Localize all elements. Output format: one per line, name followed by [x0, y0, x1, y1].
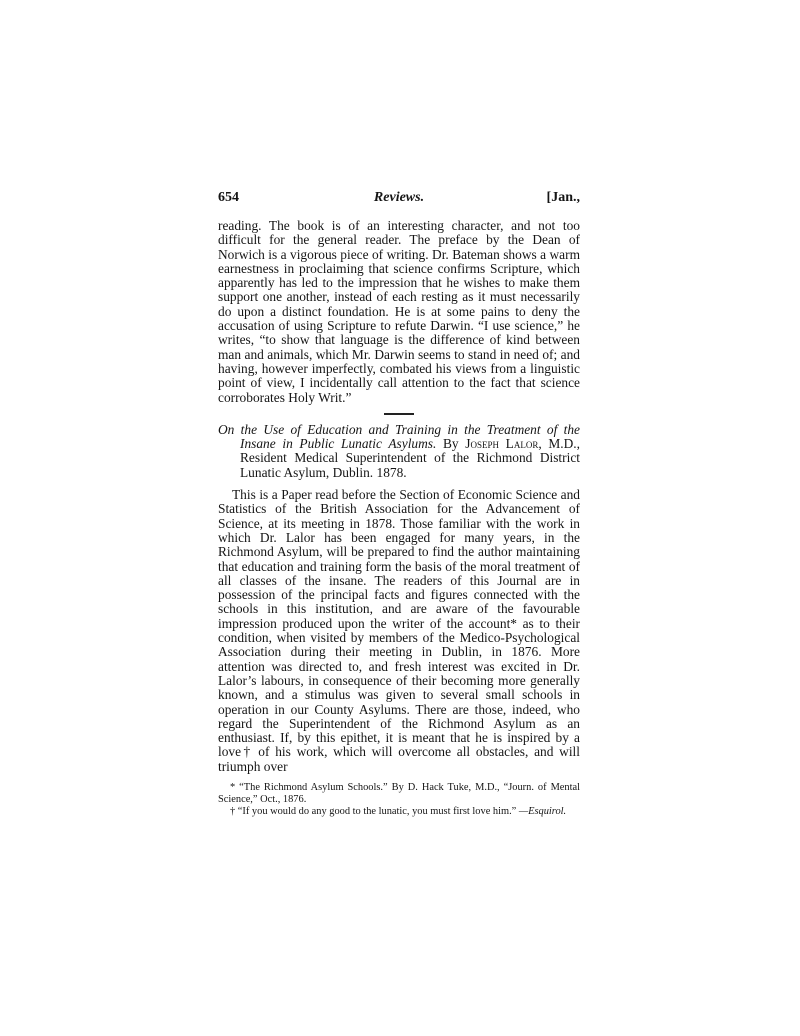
footnote-2-attribution: —Esquirol. — [518, 805, 567, 817]
running-title: Reviews. — [373, 190, 425, 205]
section-divider — [384, 413, 414, 415]
footnote-2 — [218, 806, 580, 818]
page-number: 654 — [218, 190, 239, 205]
review-credentials: , M.D., Resident Medical Superintendent of the Richmond District Lunatic Asylum, Dublin. 1878. — [240, 436, 580, 480]
review-body: This is a Paper read before the Section of Economic Science and Statistics of the British Association for the Advancement of Science, at its meeting in 1878. Those familiar with the work in which Dr. Lalor has been engaged for many years, in the Richmond Asylum, will be prepared to find the author maintaining that education and training form the basis of the moral treatment of all classes of the insane. The readers of this Journal are in possession of the principal facts and figures connected with the schools in this institution, and are aware of the favourable impression produced upon the writer of the account* as to their condition, when visited by members of the Medico-Psychological Association during their meeting in Dublin, in 1876. More attention was directed to, and fresh interest was excited in Dr. Lalor’s labours, in consequence of their becoming more generally known, and a stimulus was given to several small schools in operation in our County Asylums. There are those, indeed, who regard the Superintendent of the Richmond Asylum as an enthusiast. If, by this epithet, it is meant that he is inspired by a love† of his work, which will overcome all obstacles, and will triumph over — [218, 487, 580, 774]
review-title: On the Use of Education and Training in the Treatment of the Insane in Public Lunatic Asylums. — [218, 421, 580, 452]
review-by: By — [443, 436, 459, 452]
running-header — [218, 190, 580, 210]
footnote-1: * “The Richmond Asylum Schools.” By D. Hack Tuke, M.D., “Journ. of Mental Science,” Oct., 1876. — [218, 781, 580, 805]
review-author: Joseph Lalor — [465, 436, 539, 452]
review-heading — [218, 423, 580, 480]
journal-page — [218, 190, 580, 818]
footnotes — [218, 782, 580, 818]
footnote-2-text: † “If you would do any good to the lunatic, you must first love him.” — [230, 805, 517, 817]
paragraph-continuation: reading. The book is of an interesting character, and not too difficult for the general reader. The preface by the Dean of Norwich is a vigorous piece of writing. Dr. Bateman shows a warm earnestness in proclaiming that science confirms Scripture, which apparently has led to the impression that he wishes to make them support one another, instead of each resting as it must necessarily do upon a distinct foundation. He is at some pains to deny the accusation of using Scripture to refute Darwin. “I use science,” he writes, “to show that language is the difference of kind between man and animals, which Mr. Darwin seems to stand in need of; and having, however imperfectly, combated his views from a linguistic point of view, I incidentally call attention to the fact that science corroborates Holy Writ.” — [218, 218, 580, 405]
date-mark: [Jan., — [546, 190, 580, 205]
